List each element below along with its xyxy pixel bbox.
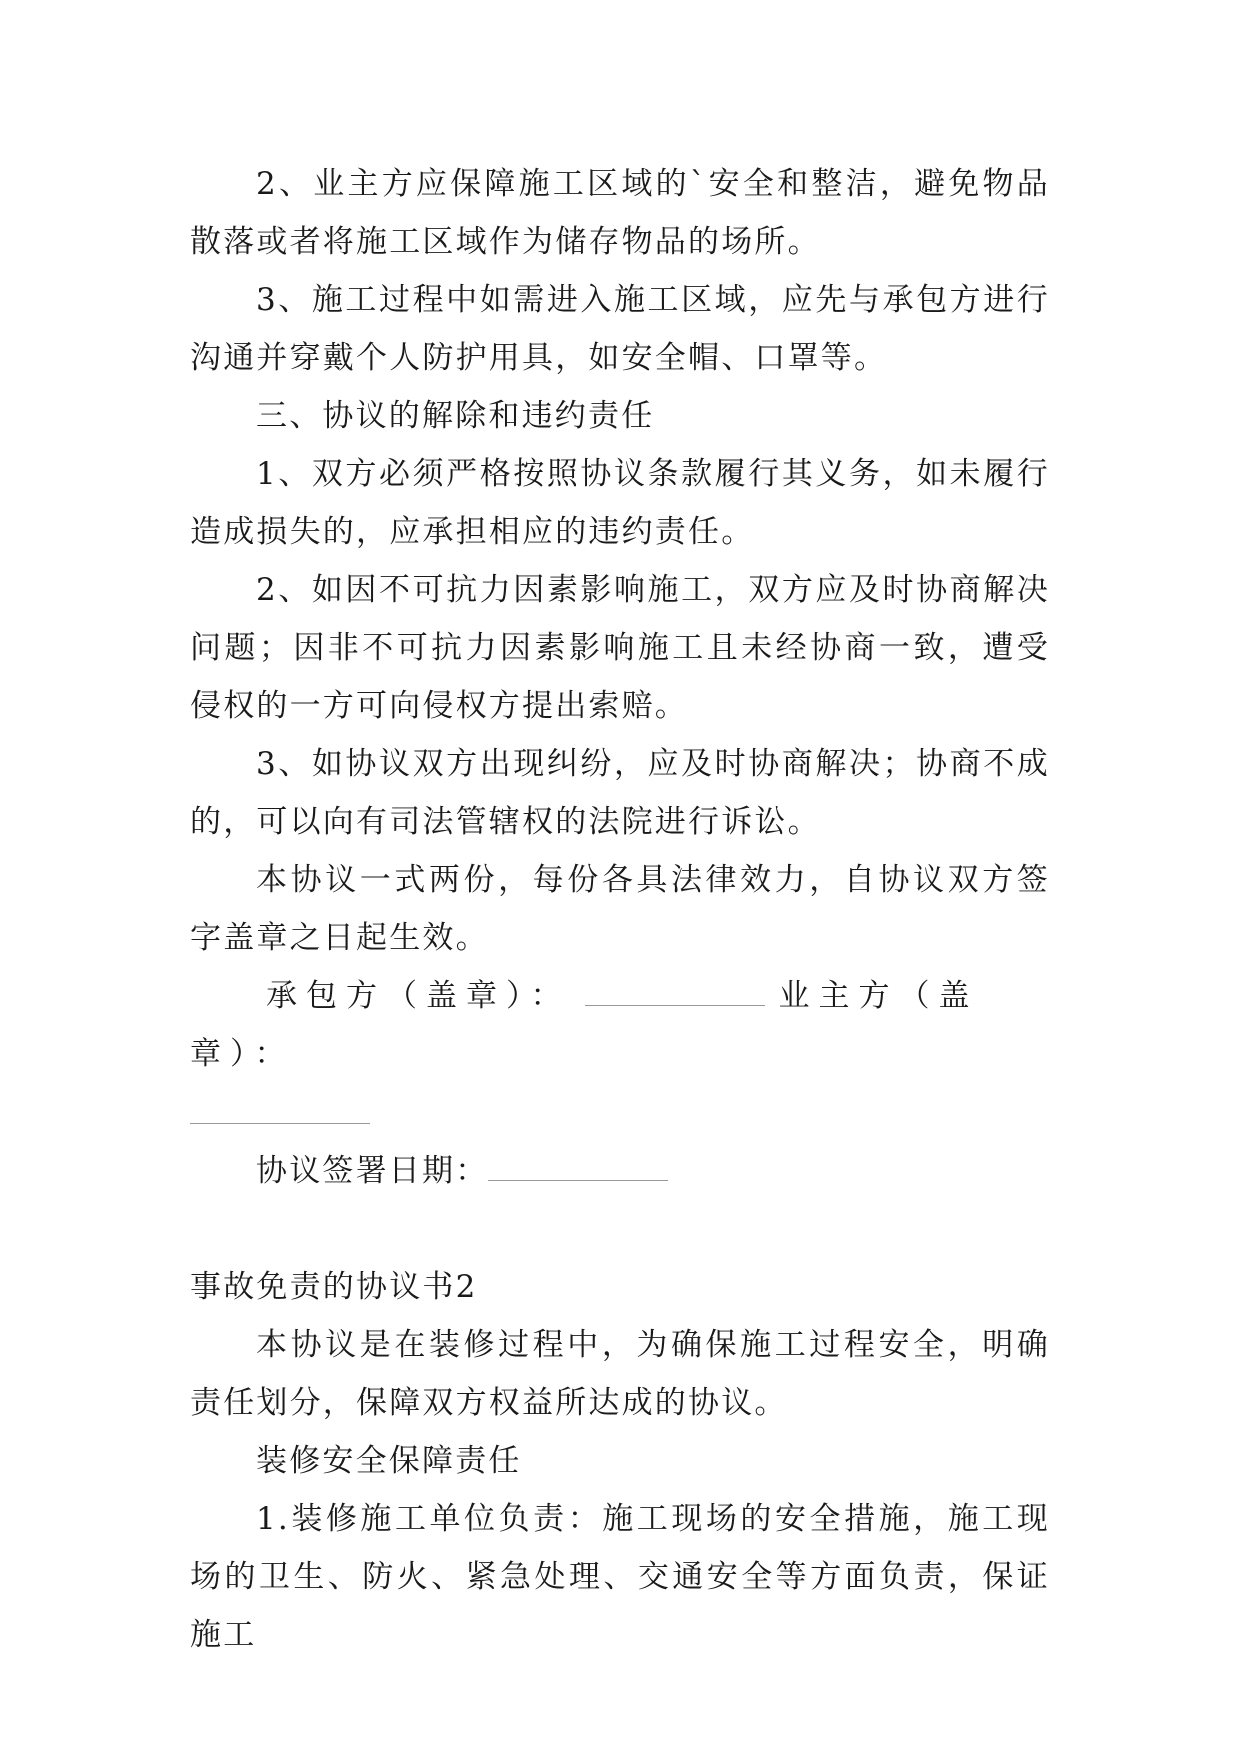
signature-line <box>190 967 1050 1083</box>
contractor-seal-label: 承包方（盖章）： <box>266 978 571 1014</box>
paragraph-contractor-responsibility: 1.装修施工单位负责：施工现场的安全措施，施工现场的卫生、防火、紧急处理、交通安全等方面负责，保证施工 <box>190 1501 1050 1653</box>
paragraph-obligations: 1、双方必须严格按照协议条款履行其义务，如未履行造成损失的，应承担相应的违约责任。 <box>190 456 1050 550</box>
signing-date-blank <box>488 1160 668 1181</box>
owner-seal-blank <box>190 1083 370 1124</box>
paragraph-intro: 本协议是在装修过程中，为确保施工过程安全，明确责任划分，保障双方权益所达成的协议。 <box>190 1327 1050 1421</box>
signing-date-label: 协议签署日期： <box>256 1153 489 1189</box>
document-page <box>190 155 1050 1664</box>
section-heading-safety: 装修安全保障责任 <box>256 1443 522 1479</box>
second-agreement-title: 事故免责的协议书2 <box>190 1269 478 1305</box>
section-spacer <box>190 1200 1050 1258</box>
owner-seal-label: 业主方（盖章）： <box>190 978 979 1072</box>
contractor-seal-blank <box>585 985 765 1006</box>
signing-date-line <box>190 1142 1050 1200</box>
section-heading-termination: 三、协议的解除和违约责任 <box>256 398 655 434</box>
paragraph-dispute: 3、如协议双方出现纠纷，应及时协商解决；协商不成的，可以向有司法管辖权的法院进行诉讼。 <box>190 746 1050 840</box>
paragraph-entry-communication: 3、施工过程中如需进入施工区域，应先与承包方进行沟通并穿戴个人防护用具，如安全帽、口罩等。 <box>190 282 1050 376</box>
paragraph-effectiveness: 本协议一式两份，每份各具法律效力，自协议双方签字盖章之日起生效。 <box>190 862 1050 956</box>
paragraph-owner-safety: 2、业主方应保障施工区域的`安全和整洁，避免物品散落或者将施工区域作为储存物品的场所。 <box>190 166 1050 260</box>
paragraph-force-majeure: 2、如因不可抗力因素影响施工，双方应及时协商解决问题；因非不可抗力因素影响施工且未经协商一致，遭受侵权的一方可向侵权方提出索赔。 <box>190 572 1050 724</box>
